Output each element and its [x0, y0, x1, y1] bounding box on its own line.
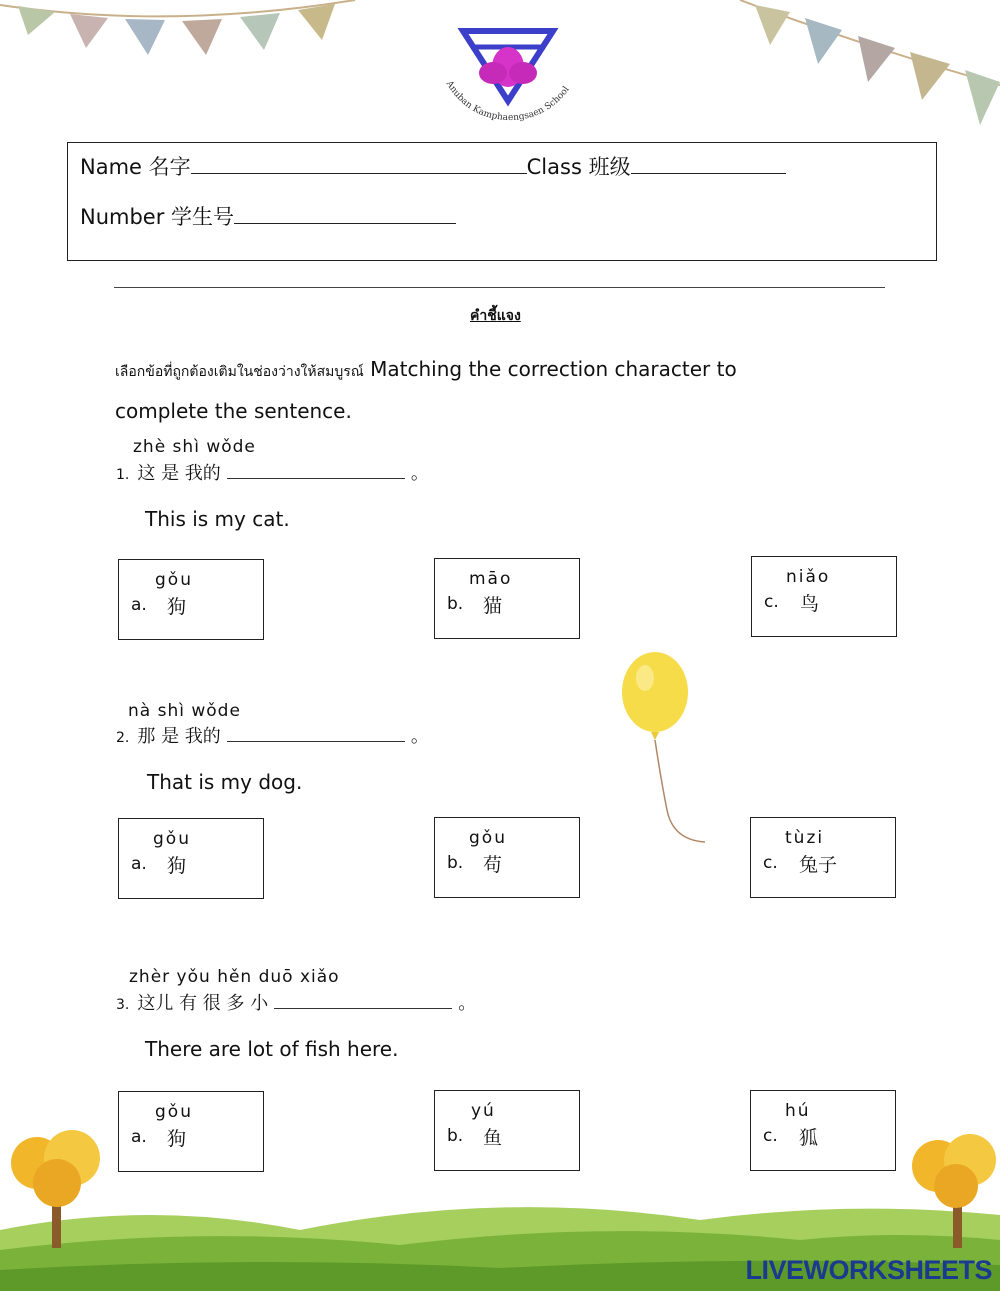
logo-text: Anuban Kamphaengsaen School — [443, 79, 572, 124]
q3-end: 。 — [458, 993, 477, 1014]
class-blank[interactable] — [631, 153, 786, 174]
class-label: Class 班级 — [526, 155, 631, 179]
option-pinyin: yú — [471, 1101, 496, 1121]
brand-text: LIVEWORKSHEETS — [745, 1255, 992, 1285]
student-info-box — [67, 142, 937, 261]
q1-translation: This is my cat. — [145, 507, 290, 531]
tree-left-decoration — [2, 1128, 112, 1253]
q2-end: 。 — [410, 726, 429, 747]
q2-answer-blank[interactable] — [227, 727, 405, 742]
option-pinyin: niǎo — [786, 567, 831, 587]
instructions-english: Matching the correction character to complete the sentence. — [115, 357, 737, 423]
school-logo — [435, 25, 585, 135]
q1-sentence-line — [116, 459, 429, 485]
q2-option-c[interactable] — [750, 817, 896, 898]
option-character: 猫 — [483, 595, 503, 617]
q3-sentence: 这儿 有 很 多 小 — [137, 993, 269, 1014]
option-letter: a. — [131, 854, 147, 874]
option-letter: c. — [764, 592, 779, 612]
option-pinyin: gǒu — [155, 570, 193, 590]
q1-sentence: 这 是 我的 — [137, 463, 221, 484]
q1-answer-blank[interactable] — [227, 464, 405, 479]
instructions-title: คำชี้แจง — [470, 308, 521, 324]
instructions-text — [115, 350, 835, 431]
q1-pinyin: zhè shì wǒde — [133, 437, 256, 457]
divider — [114, 287, 885, 288]
q1-number: 1. — [116, 467, 130, 483]
option-letter: c. — [763, 1126, 778, 1146]
liveworksheets-logo — [745, 1255, 992, 1286]
q1-end: 。 — [410, 463, 429, 484]
option-letter: b. — [447, 853, 464, 873]
option-letter: c. — [763, 853, 778, 873]
number-blank[interactable] — [234, 203, 456, 224]
q2-sentence: 那 是 我的 — [137, 726, 221, 747]
q2-option-a[interactable] — [118, 818, 264, 899]
option-pinyin: māo — [469, 569, 513, 589]
option-character: 兔子 — [799, 854, 838, 876]
tree-right-decoration — [898, 1128, 1000, 1253]
q1-option-a[interactable] — [118, 559, 264, 640]
option-pinyin: gǒu — [153, 829, 191, 849]
option-pinyin: tùzi — [785, 828, 825, 848]
q3-answer-blank[interactable] — [274, 994, 452, 1009]
number-label: Number 学生号 — [80, 205, 235, 229]
option-character: 狗 — [167, 1128, 187, 1150]
option-character: 苟 — [483, 854, 503, 876]
option-character: 鸟 — [800, 593, 820, 615]
option-letter: a. — [131, 595, 147, 615]
q2-pinyin: nà shì wǒde — [128, 701, 241, 721]
option-letter: b. — [447, 1126, 464, 1146]
q2-sentence-line — [116, 722, 429, 748]
q3-option-b[interactable] — [434, 1090, 580, 1171]
name-blank[interactable] — [191, 153, 527, 174]
option-pinyin: gǒu — [469, 828, 507, 848]
option-letter: b. — [447, 594, 464, 614]
q2-number: 2. — [116, 730, 130, 746]
q2-option-b[interactable] — [434, 817, 580, 898]
option-pinyin: gǒu — [155, 1102, 193, 1122]
q1-option-b[interactable] — [434, 558, 580, 639]
option-character: 狗 — [167, 855, 187, 877]
q3-number: 3. — [116, 997, 130, 1013]
q3-option-c[interactable] — [750, 1090, 896, 1171]
option-character: 鱼 — [483, 1127, 503, 1149]
q3-pinyin: zhèr yǒu hěn duō xiǎo — [129, 967, 340, 987]
option-pinyin: hú — [785, 1101, 811, 1121]
q3-translation: There are lot of fish here. — [145, 1037, 399, 1061]
q3-sentence-line — [116, 989, 476, 1015]
instructions-thai: เลือกข้อที่ถูกต้องเติมในช่องว่างให้สมบูรณ์ — [115, 364, 364, 380]
q1-option-c[interactable] — [751, 556, 897, 637]
balloon-decoration — [615, 650, 715, 850]
option-character: 狗 — [167, 596, 187, 618]
q2-translation: That is my dog. — [147, 770, 303, 794]
option-letter: a. — [131, 1127, 147, 1147]
name-label: Name 名字 — [80, 155, 191, 179]
option-character: 狐 — [799, 1127, 819, 1149]
